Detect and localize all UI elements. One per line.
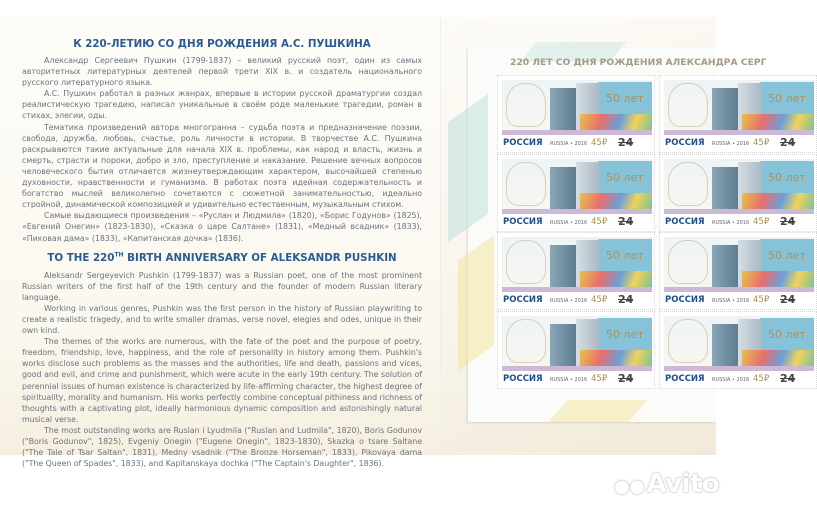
- stamp-year: RUSSIA • 2016: [550, 141, 588, 147]
- en-title-sup: TH: [114, 251, 124, 259]
- stamp-country: РОССИЯ: [503, 374, 543, 384]
- decor-stripe: [448, 94, 488, 242]
- building: [712, 245, 738, 289]
- stamp-year: RUSSIA • 2016: [712, 141, 750, 147]
- anniversary-label: 50 лет: [606, 92, 644, 105]
- stamp-artwork: [664, 159, 814, 214]
- pushkin-portrait-sketch: [506, 240, 546, 284]
- mural: [742, 193, 814, 209]
- en-paragraph: Working in various genres, Pushkin was the first person in the history of Russian playwriting to create a realistic tragedy, and to write smaller dramas, verse novel, elegies and odes, unique in their own kind.: [22, 303, 422, 336]
- decor-stripe: [458, 235, 494, 370]
- stamp-overprint: 24: [780, 293, 796, 306]
- stamp-overprint: 24: [618, 372, 634, 385]
- decor-stripe: [549, 400, 647, 422]
- mural: [580, 350, 652, 366]
- stamp: [497, 154, 655, 232]
- ground: [664, 366, 814, 371]
- stamp-artwork: [502, 316, 652, 371]
- stamp-artwork: [502, 159, 652, 214]
- building: [550, 88, 576, 132]
- mural: [742, 271, 814, 287]
- stamp: [659, 75, 817, 153]
- anniversary-label: 50 лет: [768, 328, 806, 341]
- stamp-artwork: [664, 237, 814, 292]
- en-paragraph: The most outstanding works are Ruslan i Lyudmila ("Ruslan and Ludmila", 1820), Boris Godunov ("Boris Godunov", 1825), Evgeniy Onegin ("Eugene Onegin", 1823-1830), Skazka o tsare Saltane ("The Tale of Tsar Saltan", 1831), Medny vsadnik ("The Bronze Horseman", 1833), Pikovaya dama ("The Queen of Spades", 1833), and Kapitanskaya dochka ("The Captain's Daughter", 1836).: [22, 425, 422, 469]
- stamp-country: РОССИЯ: [665, 295, 705, 305]
- stamp-year: RUSSIA • 2016: [712, 298, 750, 304]
- sheet-title: 220 ЛЕТ СО ДНЯ РОЖДЕНИЯ АЛЕКСАНДРА СЕРГ: [510, 57, 767, 68]
- stamp-artwork: [502, 80, 652, 135]
- stamp: [497, 75, 655, 153]
- mural: [742, 114, 814, 130]
- stamp-year: RUSSIA • 2016: [550, 377, 588, 383]
- stamp-price: 45₽: [753, 217, 770, 227]
- stamp: [659, 154, 817, 232]
- stamp-country: РОССИЯ: [665, 374, 705, 384]
- building: [712, 324, 738, 368]
- ground: [502, 130, 652, 135]
- pushkin-portrait-sketch: [506, 319, 546, 363]
- anniversary-label: 50 лет: [606, 171, 644, 184]
- en-paragraph: Aleksandr Sergeyevich Pushkin (1799-1837) was a Russian poet, one of the most prominent Russian writers of the first half of the 19th century and the founder of modern Russian literary language.: [22, 270, 422, 302]
- stamp-price: 45₽: [591, 295, 608, 305]
- stamp-overprint: 24: [780, 215, 796, 228]
- anniversary-label: 50 лет: [606, 328, 644, 341]
- stamp-price: 45₽: [753, 295, 770, 305]
- stamp: [497, 311, 655, 389]
- building: [712, 88, 738, 132]
- stamp-artwork: [664, 316, 814, 371]
- stamp-overprint: 24: [618, 293, 634, 306]
- stamp-artwork: [502, 237, 652, 292]
- ground: [664, 287, 814, 292]
- avito-watermark: [614, 469, 719, 499]
- en-title: [22, 252, 422, 265]
- ground: [502, 209, 652, 214]
- stamp-overprint: 24: [780, 372, 796, 385]
- anniversary-label: 50 лет: [768, 92, 806, 105]
- mural: [580, 114, 652, 130]
- stamp-year: RUSSIA • 2016: [550, 298, 588, 304]
- en-title-a: TO THE 220: [47, 251, 115, 264]
- stamp-price: 45₽: [753, 374, 770, 384]
- pushkin-portrait-sketch: [506, 162, 546, 206]
- stamp-artwork: [664, 80, 814, 135]
- en-paragraph: The themes of the works are numerous, with the fate of the poet and the purpose of poetry, freedom, friendship, love, happiness, and the role of personality in history among them. Pushkin's works disclose such problems as the masses and the authorities, life and death, passions and vices, good and evil, and crime and punishment, which were acute in the early 19th century. The solution of perennial issues of human existence is characterized by life-affirming character, the highest degree of spirituality, morality and humanism. His works perfectly combine conceptual pithiness and richness of thoughts with a captivating plot, ideally harmonious dynamic composition and astonishingly natural musical verse.: [22, 337, 422, 424]
- mural: [580, 193, 652, 209]
- anniversary-label: 50 лет: [768, 249, 806, 262]
- stamp-year: RUSSIA • 2016: [550, 220, 588, 226]
- stamp: [659, 232, 817, 310]
- stamp: [497, 232, 655, 310]
- stamp-country: РОССИЯ: [503, 138, 543, 148]
- avito-logo-icon: ●●: [614, 476, 645, 497]
- building: [550, 245, 576, 289]
- stamp-country: РОССИЯ: [503, 295, 543, 305]
- ground: [502, 366, 652, 371]
- pushkin-portrait-sketch: [668, 240, 708, 284]
- mural: [580, 271, 652, 287]
- ground: [664, 209, 814, 214]
- en-text: [22, 270, 422, 470]
- avito-text: Avito: [646, 469, 720, 499]
- pushkin-portrait-sketch: [668, 319, 708, 363]
- stamp-country: РОССИЯ: [665, 138, 705, 148]
- anniversary-label: 50 лет: [606, 249, 644, 262]
- stamp-sheet: [468, 48, 806, 422]
- en-title-b: BIRTH ANNIVERSARY OF ALEKSANDR PUSHKIN: [123, 251, 397, 264]
- stamp-price: 45₽: [591, 217, 608, 227]
- building: [550, 167, 576, 211]
- building: [712, 167, 738, 211]
- ru-paragraph: Самые выдающиеся произведения – «Руслан и Людмила» (1820), «Борис Годунов» (1825), «Евгений Онегин» (1823-1830), «Сказка о царе Салтане» (1831), «Медный всадник» (1833), «Пиковая дама» (1833), «Капитанская дочка» (1836).: [22, 211, 422, 243]
- ru-title: К 220-ЛЕТИЮ СО ДНЯ РОЖДЕНИЯ А.С. ПУШКИНА: [73, 38, 371, 50]
- stamp-overprint: 24: [780, 136, 796, 149]
- left-page-content: [22, 38, 422, 469]
- pushkin-portrait-sketch: [668, 162, 708, 206]
- stamp-price: 45₽: [591, 138, 608, 148]
- stamp-price: 45₽: [753, 138, 770, 148]
- ground: [502, 287, 652, 292]
- ru-paragraph: Тематика произведений автора многогранна – судьба поэта и предназначение поэзии, свобода, дружба, любовь, счастье, роль личности в истории. В творчестве А.С. Пушкина раскрываются такие актуальные для начала XIX в. проблемы, как народ и власть, жизнь и смерть, страсти и пороки, добро и зло, преступление и наказание. Решение вечных вопросов человеческого бытия отличается жизнеутверждающим характером, высочайшей степенью духовности, нравственности и гуманизма. В работах поэта идейная содержательность и богатство мыслей великолепно сочетаются с сюжетной занимательностью, идеально стройной, динамической композицией и удивительно естественным, музыкальным стихом.: [22, 122, 422, 210]
- anniversary-label: 50 лет: [768, 171, 806, 184]
- pushkin-portrait-sketch: [668, 83, 708, 127]
- stamp-overprint: 24: [618, 136, 634, 149]
- stamp-country: РОССИЯ: [503, 217, 543, 227]
- ru-paragraph: Александр Сергеевич Пушкин (1799-1837) – великий русский поэт, один из самых авторитетных литературных деятелей первой трети XIX в. и создатель национального русского литературного языка.: [22, 56, 422, 88]
- ru-text: [22, 55, 422, 244]
- stamp-price: 45₽: [591, 374, 608, 384]
- stamp: [659, 311, 817, 389]
- pushkin-portrait-sketch: [506, 83, 546, 127]
- building: [550, 324, 576, 368]
- ru-paragraph: А.С. Пушкин работал в разных жанрах, впервые в истории русской драматургии создал реалистическую трагедию, написал уникальные в своём роде маленькие трагедии, роман в стихах, элегии, оды.: [22, 89, 422, 121]
- ground: [664, 130, 814, 135]
- stamp-overprint: 24: [618, 215, 634, 228]
- mural: [742, 350, 814, 366]
- stamp-year: RUSSIA • 2016: [712, 377, 750, 383]
- stamp-country: РОССИЯ: [665, 217, 705, 227]
- stamp-year: RUSSIA • 2016: [712, 220, 750, 226]
